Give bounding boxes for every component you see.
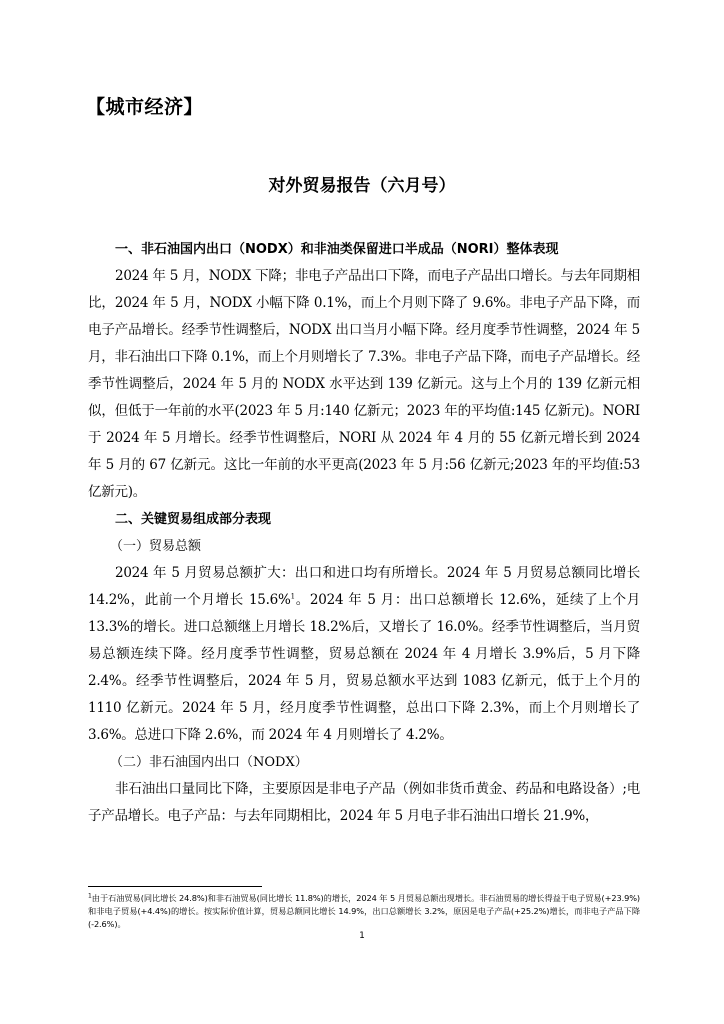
footnote-divider — [88, 886, 262, 887]
heading-nodx-nori: 一、非石油国内出口（NODX）和非油类保留进口半成品（NORI）整体表现 — [115, 242, 559, 257]
document-title: 对外贸易报告（六月号） — [268, 176, 456, 196]
heading-key-trade-components: 二、关键贸易组成部分表现 — [115, 512, 272, 527]
subheading-total-trade: （一）贸易总额 — [110, 539, 202, 554]
paragraph-nodx-nori: 2024 年 5 月，NODX 下降；非电子产品出口下降，而电子产品出口增长。与去年同期相比，2024 年 5 月，NODX 小幅下降 0.1%，而上个月则下降了 9.6%。非电子产品下降，而电子产品增长。经季节性调整后，NODX 出口当月小幅下降。经月度季节性调整，2024 年 5 月，非石油出口下降 0.1%，而上个月则增长了 7.3%。非电子产品下降，而电子产品增长。经季节性调整后，2024 年 5 月的 NODX 水平达到 139 亿新元。这与上个月的 139 亿新元相似，但低于一年前的水平(2023 年 5 月:140 亿新元；2023 年的平均值:145 亿新元)。NORI 于 2024 年 5 月增长。经季节性调整后，NORI 从 2024 年 4 月的 55 亿新元增长到 2024 年 5 月的 67 亿新元。这比一年前的水平更高(2023 年 5 月:56 亿新元;2023 年的平均值:53 亿新元)。 — [88, 268, 640, 500]
footnote-text: 由于石油贸易(同比增长 24.8%)和非石油贸易(同比增长 11.8%)的增长，2024 年 5 月贸易总额出现增长。非石油贸易的增长得益于电子贸易(+23.9%)和非电子贸易(+4.4%)的增长。按实际价值计算，贸易总额同比增长 14.9%，出口总额增长 3.2%，原因是电子产品(+25.2%)增长，而非电子产品下降(-2.6%)。 — [88, 893, 640, 929]
paragraph-total-trade — [88, 560, 640, 749]
paragraph-total-trade-part-2: 。2024 年 5 月：出口总额增长 12.6%，延续了上个月 13.3%的增长。进口总额继上月增长 18.2%后，又增长了 16.0%。经季节性调整后，当月贸易总额连续下降。经月度季节性调整，贸易总额在 2024 年 4 月增长 3.9%后，5 月下降 2.4%。经季节性调整后，2024 年 5 月，贸易总额水平达到 1083 亿新元，低于上个月的 1110 亿新元。2024 年 5 月，经月度季节性调整，总出口下降 2.3%，而上个月则增长了 3.6%。总进口下降 2.6%，而 2024 年 4 月则增长了 4.2%。 — [88, 592, 640, 743]
document-body — [88, 236, 640, 830]
footnote-reference[interactable]: 1 — [290, 592, 295, 601]
footnote-number: 1 — [88, 892, 92, 900]
subheading-nodx: （二）非石油国内出口（NODX） — [110, 755, 308, 770]
footnote — [88, 892, 640, 931]
paragraph-total-trade-part-1: 2024 年 5 月贸易总额扩大：出口和进口均有所增长。2024 年 5 月贸易总额同比增长 14.2%，此前一个月增长 15.6% — [88, 565, 640, 608]
section-tag: 【城市经济】 — [86, 96, 204, 118]
paragraph-nodx: 非石油出口量同比下降，主要原因是非电子产品（例如非货币黄金、药品和电路设备）;电子产品增长。电子产品：与去年同期相比，2024 年 5 月电子非石油出口增长 21.9%， — [88, 781, 640, 824]
page-number: 1 — [359, 931, 365, 941]
